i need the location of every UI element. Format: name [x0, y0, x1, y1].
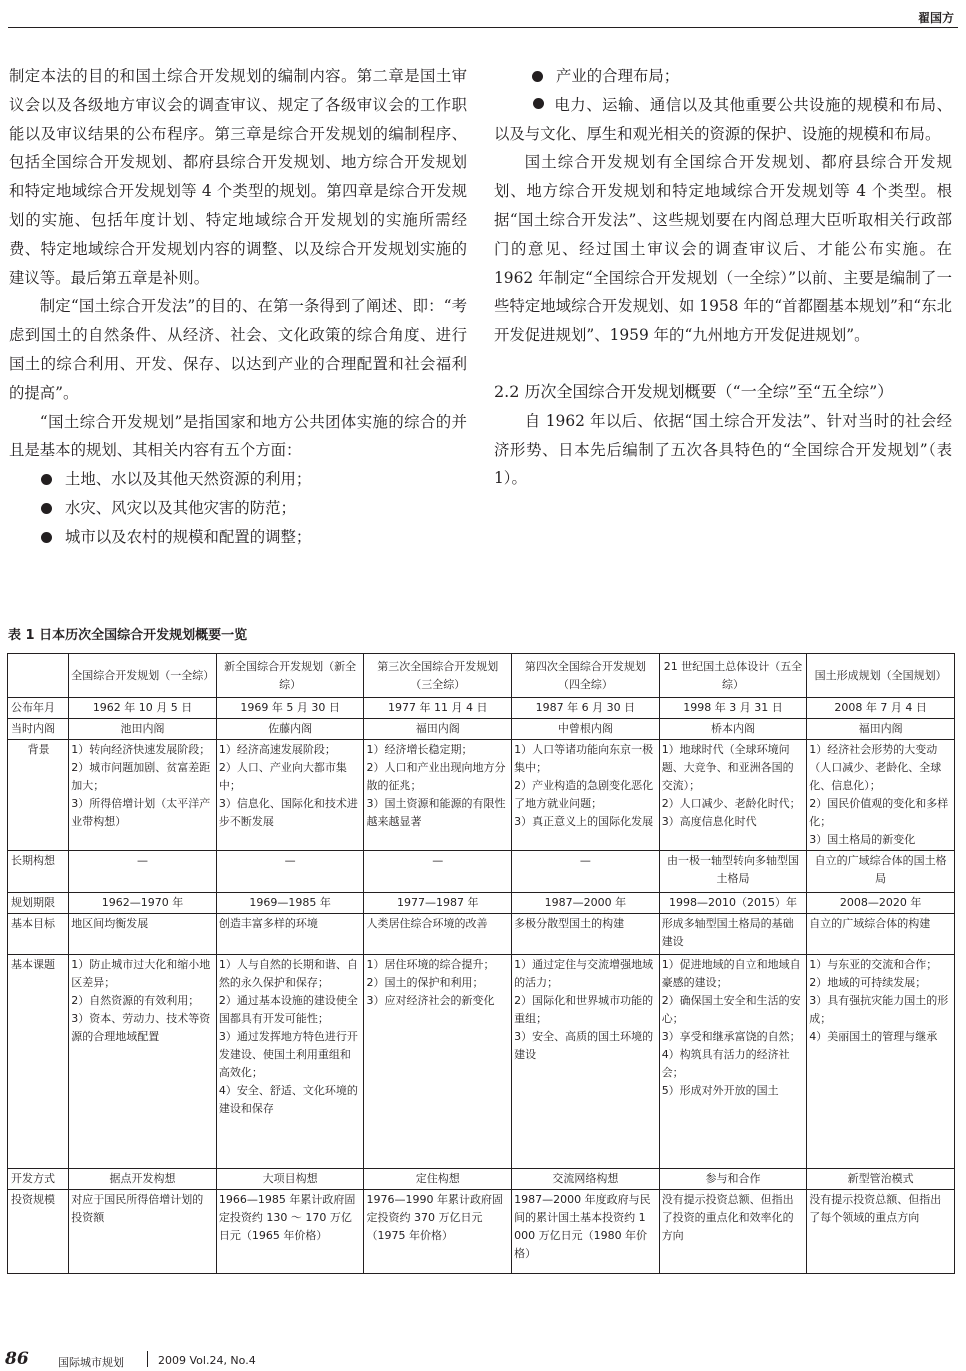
- table-cell: 多极分散型国土的构建: [512, 914, 660, 955]
- table-cell: —: [216, 851, 364, 893]
- table-row-label: 基本目标: [8, 914, 69, 955]
- table-cell: 1969 年 5 月 30 日: [216, 698, 364, 719]
- table-cell: 佐藤内阁: [216, 719, 364, 740]
- table-cell: 1962 年 10 月 5 日: [69, 698, 217, 719]
- table-cell: 1）防止城市过大化和缩小地区差异； 2）自然资源的有效利用； 3）资本、劳动力、技术等资源的合理地域配置: [69, 955, 217, 1169]
- table-row-label: 长期构想: [8, 851, 69, 893]
- left-column: [9, 62, 467, 552]
- table-cell: 形成多轴型国土格局的基础建设: [659, 914, 807, 955]
- table-cell: 自立的广域综合体的构建: [807, 914, 955, 955]
- table-cell: 1987—2000 年度政府与民间的累计国土基本投资约 1 000 万亿日元（1980 年价格）: [512, 1190, 660, 1274]
- bullet-item-long: [494, 91, 952, 149]
- section-title: 2.2 历次全国综合开发规划概要（“一全综”至“五全综”）: [494, 381, 894, 401]
- table-row: [8, 893, 955, 914]
- table-cell: 对应于国民所得倍增计划的投资额: [69, 1190, 217, 1274]
- page-number: 86: [5, 1349, 29, 1369]
- table-cell: 参与和合作: [659, 1169, 807, 1190]
- left-paragraph-1: 制定本法的目的和国土综合开发规划的编制内容。第二章是国土审议会以及各级地方审议会的调查审议、规定了各级审议会的工作职能以及审议结果的公布程序。第三章是综合开发规划的编制程序、包括全国综合开发规划、都府县综合开发规划、地方综合开发规划和特定地域综合开发规划等 4 个类型的规划。第四章是综合开发规划的实施、包括年度计划、特定地域综合开发规划的实施所需经费、特定地域综合开发规划内容的调整、以及综合开发规划实施的建议等。最后第五章是补则。: [9, 67, 467, 287]
- table-cell: 2008—2020 年: [807, 893, 955, 914]
- table-row: [8, 1169, 955, 1190]
- table-cell: 1）经济社会形势的大变动（人口减少、老龄化、全球化、信息化）； 2）国民价值观的变化和多样化； 3）国土格局的新变化: [807, 740, 955, 851]
- table-row: [8, 851, 955, 893]
- table-cell: 1）转向经济快速发展阶段； 2）城市问题加剧、贫富差距加大； 3）所得倍增计划（太平洋产业带构想）: [69, 740, 217, 851]
- table-row-label: 背景: [8, 740, 69, 851]
- table-header-cell: 第三次全国综合开发规划（三全综）: [364, 654, 512, 698]
- bullet-item: [9, 523, 467, 552]
- table-header-cell: 第四次全国综合开发规划（四全综）: [512, 654, 660, 698]
- table-cell: 定住构想: [364, 1169, 512, 1190]
- table-row-label: 基本课题: [8, 955, 69, 1169]
- bullet-text: 城市以及农村的规模和配置的调整；: [65, 527, 312, 546]
- table-cell: 1998—2010（2015）年: [659, 893, 807, 914]
- bullet-text: 产业的合理布局；: [556, 67, 680, 85]
- table-cell: 1987—2000 年: [512, 893, 660, 914]
- right-column: [494, 62, 952, 493]
- table-cell: 福田内阁: [364, 719, 512, 740]
- table-row-label: 规划期限: [8, 893, 69, 914]
- table-cell: 没有提示投资总额、但指出了投资的重点化和效率化的方向: [659, 1190, 807, 1274]
- table-corner-cell: [8, 654, 69, 698]
- table-cell: 1969—1985 年: [216, 893, 364, 914]
- bullet-dot-icon: [532, 71, 543, 82]
- bullet-dot-icon: [41, 532, 52, 543]
- journal-volume: 2009 Vol.24, No.4: [158, 1354, 256, 1367]
- table-cell: 福田内阁: [807, 719, 955, 740]
- table-row-label: 公布年月: [8, 698, 69, 719]
- table-cell: 1998 年 3 月 31 日: [659, 698, 807, 719]
- table-row: [8, 1190, 955, 1274]
- table-row: [8, 955, 955, 1169]
- bullet-item: [9, 465, 467, 494]
- table-row-label: 投资规模: [8, 1190, 69, 1274]
- table-cell: 2008 年 7 月 4 日: [807, 698, 955, 719]
- table-cell: —: [512, 851, 660, 893]
- table-cell: 1977—1987 年: [364, 893, 512, 914]
- journal-name: 国际城市规划: [58, 1356, 124, 1369]
- bullet-text: 土地、水以及其他天然资源的利用；: [65, 470, 312, 489]
- header-author: 翟国方: [917, 11, 954, 25]
- table-cell: 1987 年 6 月 30 日: [512, 698, 660, 719]
- table-cell: —: [364, 851, 512, 893]
- table-row: [8, 698, 955, 719]
- left-paragraph-3: “国土综合开发规划”是指国家和地方公共团体实施的综合的并且是基本的规划、其相关内容有五个方面：: [9, 412, 467, 460]
- table-row-label: 开发方式: [8, 1169, 69, 1190]
- bullet-dot-icon: [533, 98, 544, 109]
- table-cell: 1）通过定住与交流增强地域的活力； 2）国际化和世界城市功能的重组； 3）安全、高质的国土环境的建设: [512, 955, 660, 1169]
- left-paragraph-2: 制定“国土综合开发法”的目的、在第一条得到了阐述、即：“考虑到国土的自然条件、从经济、社会、文化政策的综合角度、进行国土的综合利用、开发、保存、以达到产业的合理配置和社会福利的提高”。: [9, 297, 467, 402]
- table-cell: 1966—1985 年累计政府固定投资约 130 ～ 170 万亿日元（1965 年价格）: [216, 1190, 364, 1274]
- table-row: [8, 740, 955, 851]
- table-cell: 交流网络构想: [512, 1169, 660, 1190]
- table-cell: 1976—1990 年累计政府固定投资约 370 万亿日元（1975 年价格）: [364, 1190, 512, 1274]
- table-row-label: 当时内阁: [8, 719, 69, 740]
- bullet-item: [9, 494, 467, 523]
- table-cell: 没有提示投资总额、但指出了每个领域的重点方向: [807, 1190, 955, 1274]
- table-cell: 创造丰富多样的环境: [216, 914, 364, 955]
- table-cell: 1）地球时代（全球环境问题、大竞争、和亚洲各国的交流）； 2）人口减少、老龄化时代； 3）高度信息化时代: [659, 740, 807, 851]
- right-paragraph-1: 国土综合开发规划有全国综合开发规划、都府县综合开发规划、地方综合开发规划和特定地域综合开发规划等 4 个类型。根据“国土综合开发法”、这些规划要在内阁总理大臣听取相关行政部门的意见、经过国土审议会的调查审议后、才能公布实施。在 1962 年制定“全国综合开发规划（一全综）”以前、主要是编制了一些特定地域综合开发规划、如 1958 年的“首都圈基本规划”和“东北开发促进规划”、1959 年的“九州地方开发促进规划”。: [494, 153, 952, 345]
- table-cell: 1962—1970 年: [69, 893, 217, 914]
- table-caption: 表 1 日本历次全国综合开发规划概要一览: [8, 628, 248, 643]
- plan-table: [7, 653, 955, 1274]
- table-cell: 自立的广域综合体的国土格局: [807, 851, 955, 893]
- table-row: [8, 719, 955, 740]
- table-cell: —: [69, 851, 217, 893]
- table-cell: 地区间均衡发展: [69, 914, 217, 955]
- table-cell: 由一极一轴型转向多轴型国土格局: [659, 851, 807, 893]
- table-cell: 新型管治模式: [807, 1169, 955, 1190]
- table-cell: 1）与东亚的交流和合作； 2）地域的可持续发展； 3）具有强抗灾能力国土的形成； 4）美丽国土的管理与继承: [807, 955, 955, 1169]
- bullet-text: 水灾、风灾以及其他灾害的防范；: [65, 498, 296, 517]
- table-cell: 1）人与自然的长期和谐、自然的永久保护和保存； 2）通过基本设施的建设使全国都具有开发可能性； 3）通过发挥地方特色进行开发建设、使国土利用重组和高效化； 4）安全、舒适、文化环境的建设和保存: [216, 955, 364, 1169]
- table-cell: 桥本内阁: [659, 719, 807, 740]
- bullet-text: 电力、运输、通信以及其他重要公共设施的规模和布局、以及与文化、厚生和观光相关的资源的保护、设施的规模和布局。: [494, 95, 952, 143]
- table-cell: 1）居住环境的综合提升； 2）国土的保护和利用； 3）应对经济社会的新变化: [364, 955, 512, 1169]
- table-cell: 池田内阁: [69, 719, 217, 740]
- table-row: [8, 914, 955, 955]
- table-header-cell: 全国综合开发规划（一全综）: [69, 654, 217, 698]
- header-rule: [8, 27, 958, 28]
- footer-separator: [147, 1351, 148, 1367]
- table-header-cell: 新全国综合开发规划（新全综）: [216, 654, 364, 698]
- table-header-cell: 21 世纪国土总体设计（五全综）: [659, 654, 807, 698]
- table-cell: 1）经济增长稳定期； 2）人口和产业出现向地方分散的征兆； 3）国土资源和能源的有限性越来越显著: [364, 740, 512, 851]
- table-cell: 大项目构想: [216, 1169, 364, 1190]
- table-cell: 1）人口等诸功能向东京一极集中； 2）产业构造的急剧变化恶化了地方就业问题； 3）真正意义上的国际化发展: [512, 740, 660, 851]
- right-paragraph-2: 自 1962 年以后、依据“国土综合开发法”、针对当时的社会经济形势、日本先后编制了五次各具特色的“全国综合开发规划”（表 1）。: [494, 411, 952, 488]
- bullet-dot-icon: [41, 474, 52, 485]
- table-cell: 1）促进地域的自立和地域自豪感的建设； 2）确保国土安全和生活的安心； 3）享受和继承富饶的自然； 4）构筑具有活力的经济社会； 5）形成对外开放的国土: [659, 955, 807, 1169]
- table-cell: 1）经济高速发展阶段； 2）人口、产业向大都市集中； 3）信息化、国际化和技术进步不断发展: [216, 740, 364, 851]
- table-header-cell: 国土形成规划（全国规划）: [807, 654, 955, 698]
- bullet-item: [494, 62, 952, 91]
- bullet-dot-icon: [41, 503, 52, 514]
- table-cell: 据点开发构想: [69, 1169, 217, 1190]
- table-cell: 1977 年 11 月 4 日: [364, 698, 512, 719]
- table-cell: 人类居住综合环境的改善: [364, 914, 512, 955]
- table-header-row: [8, 654, 955, 698]
- table-cell: 中曾根内阁: [512, 719, 660, 740]
